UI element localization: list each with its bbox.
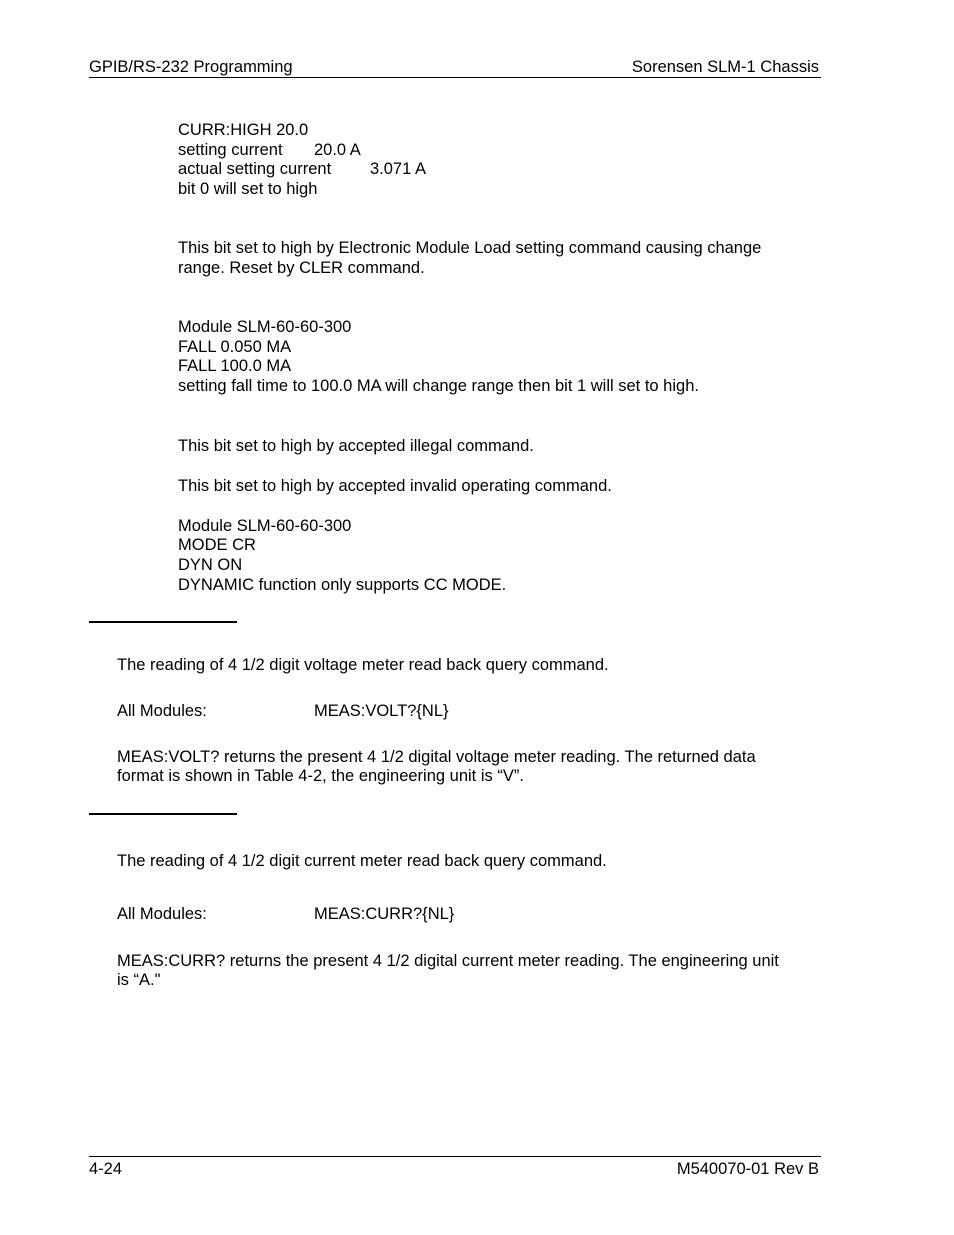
- example3-line-3: DYN ON: [178, 556, 243, 574]
- invalid-desc: This bit set to high by accepted invalid operating command.: [178, 477, 612, 495]
- example2-line-1: Module SLM-60-60-300: [178, 318, 352, 336]
- meas-volt-modules-label: All Modules:: [117, 702, 207, 720]
- meas-curr-detail-line-2: is “A.": [117, 971, 161, 989]
- section-rule-meas-curr: [89, 813, 237, 815]
- footer-page-number: 4-24: [89, 1160, 123, 1178]
- meas-volt-detail-line-1: MEAS:VOLT? returns the present 4 1/2 digital voltage meter reading. The returned data: [117, 748, 756, 766]
- meas-curr-detail-line-1: MEAS:CURR? returns the present 4 1/2 digital current meter reading. The engineering unit: [117, 952, 779, 970]
- illegal-desc: This bit set to high by accepted illegal command.: [178, 437, 534, 455]
- meas-volt-detail-line-2: format is shown in Table 4-2, the engineering unit is “V”.: [117, 767, 524, 785]
- bit1-desc-line-2: range. Reset by CLER command.: [178, 259, 425, 277]
- footer-rule: [89, 1156, 821, 1157]
- meas-curr-modules-label: All Modules:: [117, 905, 207, 923]
- example1-actual-value: 3.071 A: [370, 160, 426, 178]
- header-left: GPIB/RS-232 Programming: [89, 58, 293, 76]
- example1-line-2: setting current: [178, 141, 283, 159]
- section-rule-meas-volt: [89, 621, 237, 623]
- meas-curr-syntax: MEAS:CURR?{NL}: [314, 905, 455, 923]
- header-right: Sorensen SLM-1 Chassis: [631, 58, 819, 76]
- header-rule: [89, 77, 821, 78]
- example2-line-4: setting fall time to 100.0 MA will change range then bit 1 will set to high.: [178, 377, 699, 395]
- bit1-desc-line-1: This bit set to high by Electronic Module Load setting command causing change: [178, 239, 762, 257]
- example2-line-2: FALL 0.050 MA: [178, 338, 292, 356]
- example3-line-4: DYNAMIC function only supports CC MODE.: [178, 576, 507, 594]
- example1-setting-value: 20.0 A: [314, 141, 361, 159]
- example3-line-2: MODE CR: [178, 536, 256, 554]
- example3-line-1: Module SLM-60-60-300: [178, 517, 352, 535]
- example1-line-1: CURR:HIGH 20.0: [178, 121, 309, 139]
- example1-line-3: actual setting current: [178, 160, 332, 178]
- example2-line-3: FALL 100.0 MA: [178, 357, 292, 375]
- meas-curr-description: The reading of 4 1/2 digit current meter read back query command.: [117, 852, 607, 870]
- meas-volt-description: The reading of 4 1/2 digit voltage meter read back query command.: [117, 656, 609, 674]
- footer-doc-id: M540070-01 Rev B: [676, 1160, 819, 1178]
- example1-line-4: bit 0 will set to high: [178, 180, 318, 198]
- meas-volt-syntax: MEAS:VOLT?{NL}: [314, 702, 449, 720]
